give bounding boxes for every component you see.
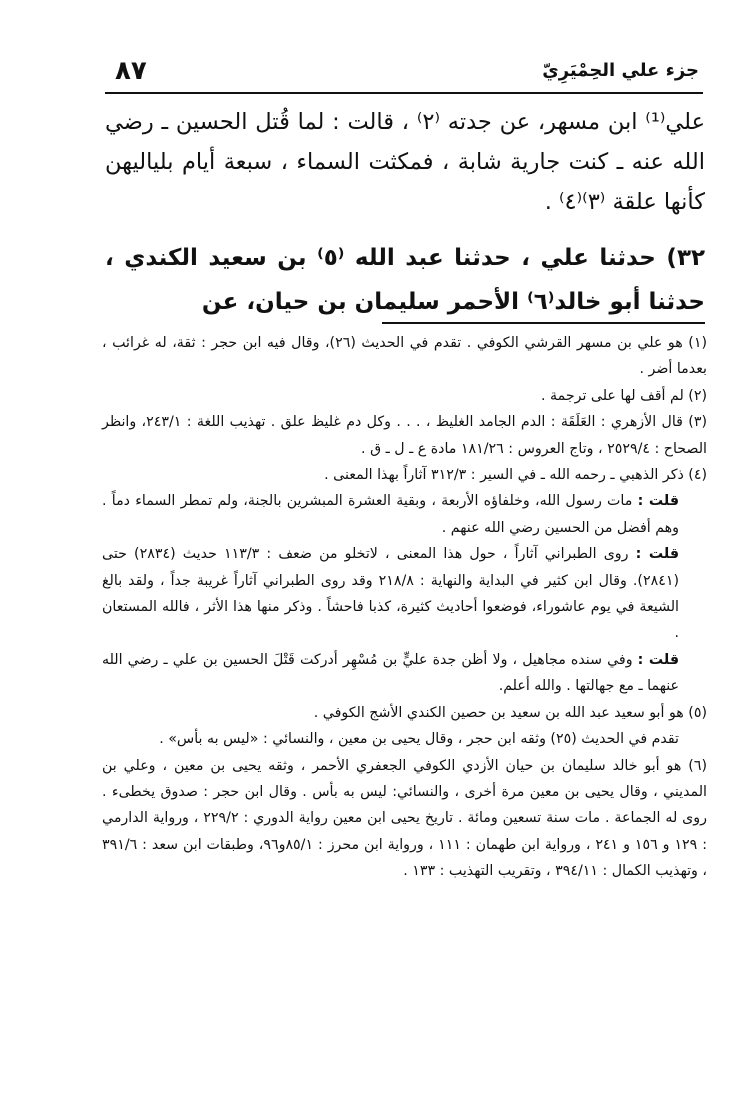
comment-keyword: قلت :: [635, 546, 680, 563]
hadith-text: حدثنا علي ، حدثنا عبد الله ⁽٥⁾ بن سعيد الكندي ، حدثنا أبو خالد⁽٦⁾ الأحمر سليمان بن حيان، عن: [105, 245, 705, 315]
main-paragraph: علي⁽¹⁾ ابن مسهر، عن جدته ⁽٢⁾ ، قالت : لما قُتل الحسين ـ رضي الله عنه ـ كنت جارية شابة ، فمكثت السماء ، سبعة أيام بلياليهن كأنها علقة ⁽٣⁾⁽٤⁾ .: [105, 109, 705, 215]
comment-keyword: قلت :: [637, 493, 680, 510]
page-number: ٨٧: [115, 56, 147, 86]
footnotes: [102, 330, 707, 885]
footnote-4-comment-2: [102, 541, 707, 647]
hadith-number: ٣٢): [666, 245, 706, 271]
footnote-5: (٥) هو أبو سعيد عبد الله بن سعيد بن حصين الكندي الأشج الكوفي .: [313, 704, 707, 721]
footnote-5-continuation: تقدم في الحديث (٢٥) وثقه ابن حجر ، وقال يحيى بن معين ، والنسائي : «ليس به بأس» .: [159, 731, 679, 748]
hadith-32: [105, 236, 705, 324]
footnote-4-comment-1: [102, 488, 707, 541]
running-title: جزء علي الحِمْيَرِيّ: [542, 60, 699, 81]
comment-text: روى الطبراني آثاراً ، حول هذا المعنى ، لاتخلو من ضعف : ١١٣/٣ حديث (٢٨٣٤) حتى (٢٨٤١). وقال ابن كثير في البداية والنهاية : ٢١٨/٨ وقد روى الطبراني آثاراً غريبة جداً ، ولقد بالغ الشيعة في يوم عاشوراء، فوضعوا أحاديث كثيرة، كذبا فاحشاً . وذكر منها هذا الأثر ، فالله المستعان .: [102, 546, 679, 642]
footnote-3: (٣) قال الأزهري : العَلَقَة : الدم الجامد الغليظ ، . . . وكل دم غليظ علق . تهذيب اللغة : ٢٤٣/١، وانظر الصحاح : ٢٥٢٩/٤ ، وتاج العروس : ١٨١/٢٦ مادة ع ـ ل ـ ق .: [102, 414, 707, 457]
main-text: [105, 102, 705, 324]
comment-text: مات رسول الله، وخلفاؤه الأربعة ، وبقية العشرة المبشرين بالجنة، ولم تمطر السماء دماً . وهم أفضل من الحسين رضي الله عنهم .: [102, 493, 679, 536]
footnote-4: (٤) ذكر الذهبي ـ رحمه الله ـ في السير : ٣١٢/٣ آثاراً بهذا المعنى .: [324, 467, 707, 484]
footnote-6: (٦) هو أبو خالد سليمان بن حيان الأزدي الكوفي الجعفري الأحمر ، وثقه يحيى بن معين ، وعلي بن المديني ، وقال يحيى بن معين مرة أخرى ، والنسائي: ليس به بأس . وقال ابن حجر : صدوق يخطىء . روى له الجماعة . مات سنة تسعين ومائة . تاريخ يحيى ابن معين رواية الدوري : ٢٢٩/٢ ، ورواية الدارمي : ١٢٩ و ١٥٦ و ٢٤١ ، ورواية ابن طهمان : ١١١ ، ورواية ابن محرز : ٨٥/١و٩٦، وطبقات ابن سعد : ٣٩١/٦ ، وتهذيب الكمال : ٣٩٤/١١ ، وتقريب التهذيب : ١٣٣ .: [102, 757, 708, 880]
comment-keyword: قلت :: [637, 651, 679, 668]
page-header: [105, 56, 703, 94]
footnote-2: (٢) لم أقف لها على ترجمة .: [541, 387, 707, 404]
footnote-4-comment-3: [102, 647, 707, 700]
comment-text: وفي سنده مجاهيل ، ولا أظن جدة عليٍّ بن مُسْهِر أدركت قَتْلَ الحسين بن علي ـ رضي الله عنهما ـ مع جهالتها . والله أعلم.: [102, 651, 679, 695]
footnote-separator: [382, 322, 705, 324]
footnote-1: (١) هو علي بن مسهر القرشي الكوفي . تقدم في الحديث (٢٦)، وقال فيه ابن حجر : ثقة، له غرائب ، بعدما أضر .: [102, 335, 707, 378]
